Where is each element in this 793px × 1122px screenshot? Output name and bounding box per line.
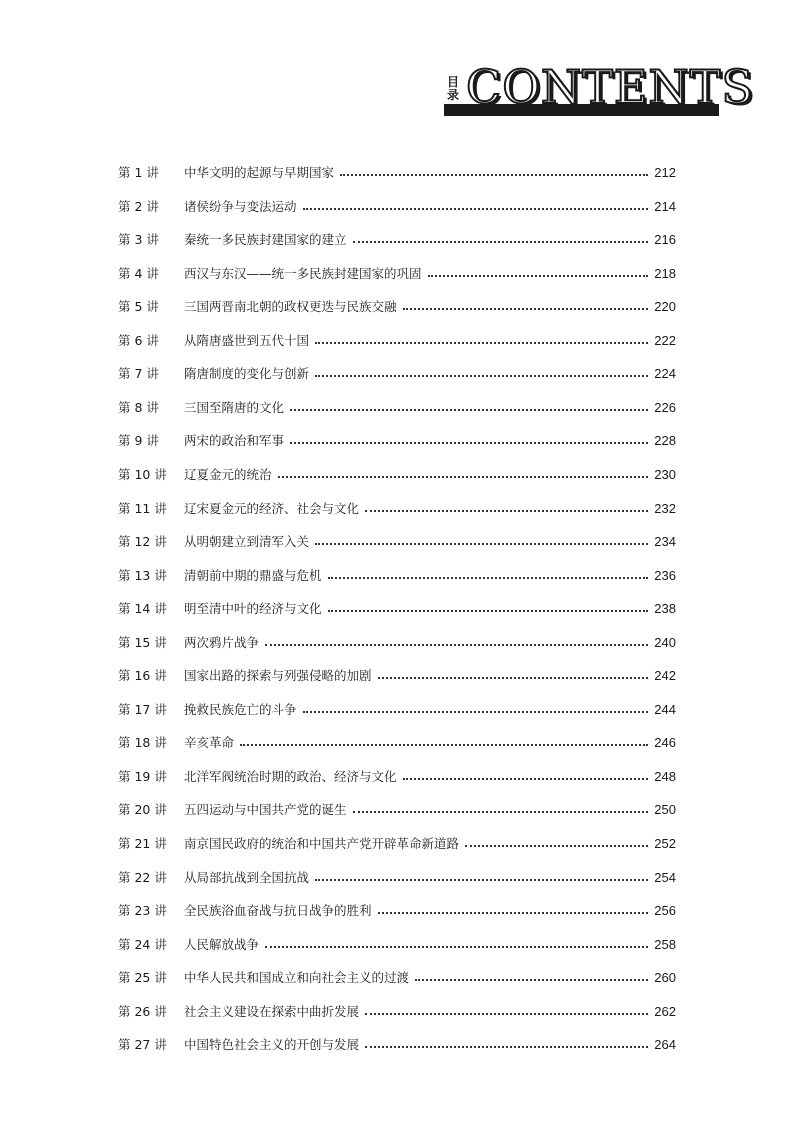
lecture-number: 第 26 讲 (118, 1003, 167, 1019)
dot-leader (240, 744, 648, 746)
contents-title: CONTENTS (466, 60, 754, 114)
page-number: 258 (654, 936, 676, 952)
lecture-title: 辽宋夏金元的经济、社会与文化 (184, 500, 360, 516)
dot-leader (315, 879, 648, 881)
dot-leader (465, 845, 648, 847)
page-number: 218 (654, 265, 676, 281)
dot-leader (378, 912, 649, 914)
dot-leader (415, 979, 648, 981)
lecture-number: 第 16 讲 (118, 668, 167, 684)
page-number: 226 (654, 399, 676, 415)
lecture-number: 第 25 讲 (118, 970, 167, 986)
lecture-title: 中华人民共和国成立和向社会主义的过渡 (184, 970, 410, 986)
lecture-number: 第 19 讲 (118, 768, 167, 784)
toc-entry[interactable] (118, 465, 676, 485)
page-number: 220 (654, 299, 676, 315)
dot-leader (265, 644, 648, 646)
dot-leader (328, 577, 649, 579)
lecture-number: 第 7 讲 (118, 366, 159, 382)
lecture-title: 辽夏金元的统治 (184, 466, 272, 482)
page-number: 248 (654, 768, 676, 784)
page-number: 214 (654, 198, 676, 214)
lecture-title: 隋唐制度的变化与创新 (184, 366, 310, 382)
lecture-title: 西汉与东汉——统一多民族封建国家的巩固 (184, 265, 422, 281)
dot-leader (365, 1046, 648, 1048)
lecture-title: 国家出路的探索与列强侵略的加剧 (184, 668, 372, 684)
toc-entry[interactable] (118, 163, 676, 183)
lecture-number: 第 5 讲 (118, 299, 159, 315)
page-number: 264 (654, 1037, 676, 1053)
dot-leader (428, 275, 649, 277)
toc-entry[interactable] (118, 633, 676, 653)
dot-leader (315, 543, 648, 545)
dot-leader (328, 610, 649, 612)
toc-entry[interactable] (118, 599, 676, 619)
toc-entry[interactable] (118, 968, 676, 988)
page-number: 260 (654, 970, 676, 986)
dot-leader (315, 342, 648, 344)
toc-entry[interactable] (118, 398, 676, 418)
toc-entry[interactable] (118, 499, 676, 519)
lecture-number: 第 4 讲 (118, 265, 159, 281)
lecture-title: 诸侯纷争与变法运动 (184, 198, 297, 214)
page-number: 246 (654, 735, 676, 751)
toc-entry[interactable] (118, 532, 676, 552)
toc-entry[interactable] (118, 767, 676, 787)
page-number: 216 (654, 232, 676, 248)
lecture-number: 第 3 讲 (118, 232, 159, 248)
lecture-title: 中华文明的起源与早期国家 (184, 165, 335, 180)
lecture-title: 从局部抗战到全国抗战 (184, 869, 310, 885)
dot-leader (290, 409, 648, 411)
lecture-number: 第 11 讲 (118, 500, 167, 516)
lecture-number: 第 21 讲 (118, 836, 167, 851)
lecture-title: 两次鸦片战争 (184, 634, 260, 650)
lecture-title: 明至清中叶的经济与文化 (184, 601, 322, 617)
toc-entry[interactable] (118, 1035, 676, 1055)
page-number: 234 (654, 534, 676, 550)
mulu-label (446, 76, 460, 102)
lecture-title: 中国特色社会主义的开创与发展 (184, 1037, 360, 1053)
lecture-number: 第 22 讲 (118, 869, 167, 885)
lecture-number: 第 8 讲 (118, 399, 159, 415)
lecture-number: 第 12 讲 (118, 534, 167, 550)
toc-entry[interactable] (118, 700, 676, 720)
lecture-title: 全民族浴血奋战与抗日战争的胜利 (184, 903, 372, 919)
lecture-number: 第 10 讲 (118, 466, 167, 482)
lecture-title: 三国两晋南北朝的政权更迭与民族交融 (184, 299, 397, 315)
lecture-title: 两宋的政治和军事 (184, 433, 285, 449)
lecture-number: 第 20 讲 (118, 802, 167, 818)
lecture-title: 社会主义建设在探索中曲折发展 (184, 1003, 360, 1019)
toc-entry[interactable] (118, 935, 676, 955)
page-number: 212 (654, 165, 676, 180)
lecture-title: 南京国民政府的统治和中国共产党开辟革命新道路 (184, 836, 460, 851)
dot-leader (290, 442, 648, 444)
lecture-title: 清朝前中期的鼎盛与危机 (184, 567, 322, 583)
page-number: 232 (654, 500, 676, 516)
page-number: 240 (654, 634, 676, 650)
toc-entry[interactable] (118, 834, 676, 854)
lecture-number: 第 23 讲 (118, 903, 167, 919)
lecture-title: 人民解放战争 (184, 936, 260, 952)
lecture-number: 第 15 讲 (118, 634, 167, 650)
toc-entry[interactable] (118, 1002, 676, 1022)
mulu-char: 录 (446, 88, 459, 102)
dot-leader (353, 241, 649, 243)
lecture-title: 三国至隋唐的文化 (184, 399, 285, 415)
toc-entry[interactable] (118, 230, 676, 250)
lecture-number: 第 14 讲 (118, 601, 167, 617)
page-number: 244 (654, 701, 676, 717)
page-number: 230 (654, 466, 676, 482)
toc-entry[interactable] (118, 868, 676, 888)
dot-leader (365, 510, 648, 512)
lecture-title: 辛亥革命 (184, 735, 235, 751)
page-number: 254 (654, 869, 676, 885)
page-number: 236 (654, 567, 676, 583)
toc-entry[interactable] (118, 666, 676, 686)
toc-entry[interactable] (118, 431, 676, 451)
toc-entry[interactable] (118, 901, 676, 921)
lecture-number: 第 1 讲 (118, 165, 159, 180)
toc-entry[interactable] (118, 364, 676, 384)
dot-leader (340, 174, 648, 176)
mulu-char: 目 (446, 75, 459, 89)
lecture-title: 挽救民族危亡的斗争 (184, 701, 297, 717)
page-number: 228 (654, 433, 676, 449)
dot-leader (265, 946, 648, 948)
dot-leader (403, 308, 649, 310)
dot-leader (378, 677, 649, 679)
lecture-number: 第 6 讲 (118, 332, 159, 348)
page-number: 262 (654, 1003, 676, 1019)
page-number: 224 (654, 366, 676, 382)
lecture-number: 第 18 讲 (118, 735, 167, 751)
toc-entry[interactable] (118, 297, 676, 317)
toc-entry[interactable] (118, 264, 676, 284)
page-number: 250 (654, 802, 676, 818)
lecture-number: 第 2 讲 (118, 198, 159, 214)
dot-leader (278, 476, 649, 478)
lecture-number: 第 13 讲 (118, 567, 167, 583)
toc-entry[interactable] (118, 733, 676, 753)
page-number: 222 (654, 332, 676, 348)
toc-entry[interactable] (118, 566, 676, 586)
page-number: 252 (654, 836, 676, 851)
lecture-title: 从隋唐盛世到五代十国 (184, 332, 310, 348)
lecture-title: 北洋军阀统治时期的政治、经济与文化 (184, 768, 397, 784)
toc-entry[interactable] (118, 197, 676, 217)
lecture-title: 秦统一多民族封建国家的建立 (184, 232, 347, 248)
lecture-title: 五四运动与中国共产党的诞生 (184, 802, 347, 818)
dot-leader (365, 1013, 648, 1015)
page-number: 238 (654, 601, 676, 617)
dot-leader (315, 375, 648, 377)
lecture-number: 第 17 讲 (118, 701, 167, 717)
dot-leader (303, 208, 649, 210)
lecture-title: 从明朝建立到清军入关 (184, 534, 310, 550)
page-number: 256 (654, 903, 676, 919)
toc-entry[interactable] (118, 800, 676, 820)
dot-leader (353, 811, 649, 813)
dot-leader (403, 778, 649, 780)
lecture-number: 第 9 讲 (118, 433, 159, 449)
dot-leader (303, 711, 649, 713)
toc-entry[interactable] (118, 331, 676, 351)
page-number: 242 (654, 668, 676, 684)
lecture-number: 第 27 讲 (118, 1037, 167, 1053)
contents-header (444, 60, 754, 118)
lecture-number: 第 24 讲 (118, 936, 167, 952)
